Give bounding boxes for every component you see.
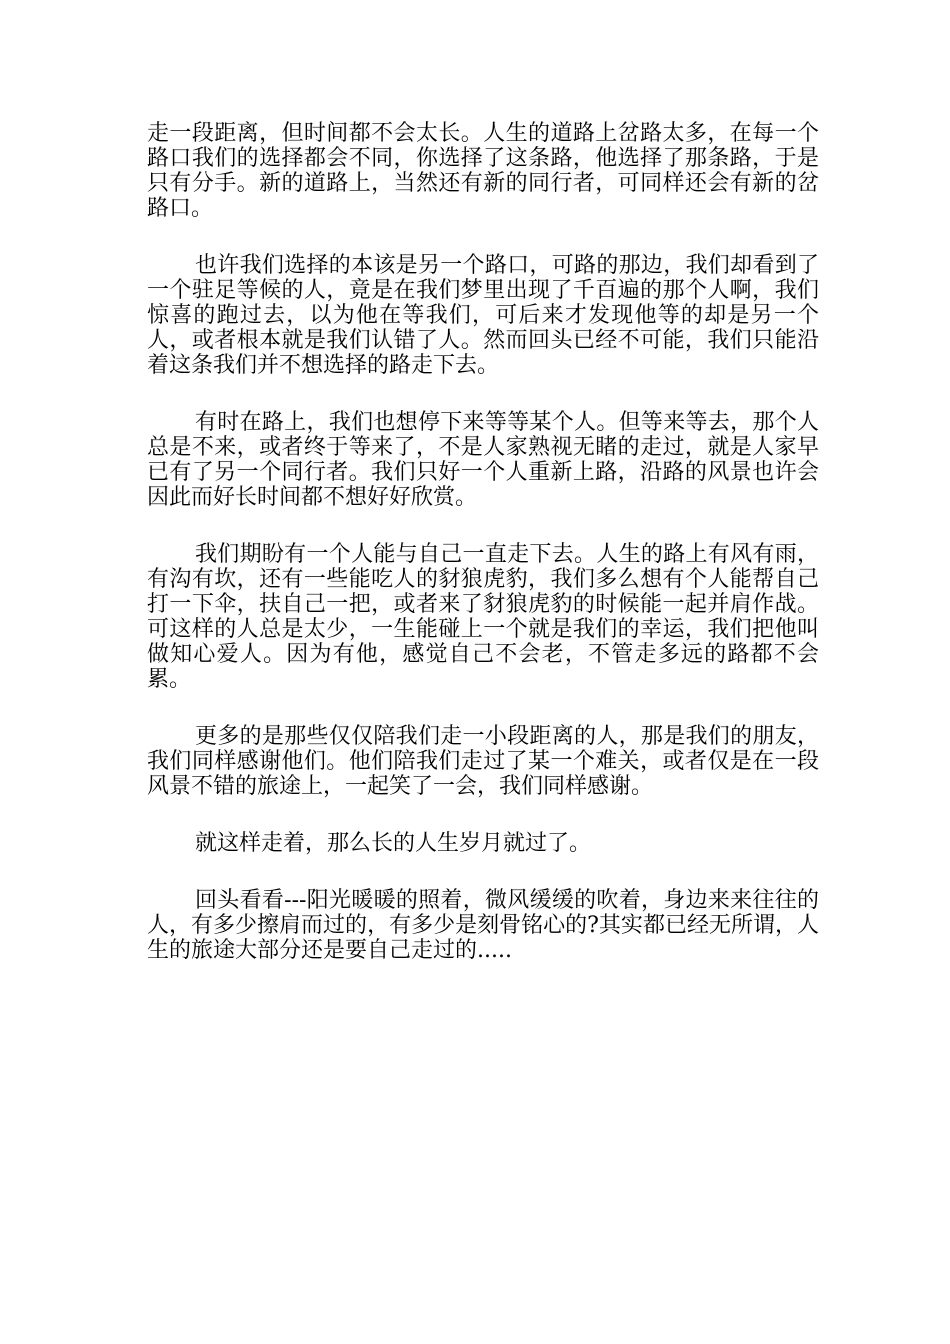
paragraph-2: 也许我们选择的本该是另一个路口，可路的那边，我们却看到了一个驻足等候的人，竟是在我们梦里出现了千百遍的那个人啊，我们惊喜的跑过去，以为他在等我们，可后来才发现他等的却是另一个人，或者根本就是我们认错了人。然而回头已经不可能，我们只能沿着这条我们并不想选择的路走下去。 [147,253,819,378]
paragraph-5: 更多的是那些仅仅陪我们走一小段距离的人，那是我们的朋友，我们同样感谢他们。他们陪我们走过了某一个难关，或者仅是在一段风景不错的旅途上，一起笑了一会，我们同样感谢。 [147,724,819,799]
paragraph-1: 走一段距离，但时间都不会太长。人生的道路上岔路太多，在每一个路口我们的选择都会不同，你选择了这条路，他选择了那条路，于是只有分手。新的道路上，当然还有新的同行者，可同样还会有新的岔路口。 [147,121,819,221]
paragraph-6: 就这样走着，那么长的人生岁月就过了。 [195,831,592,856]
document-body [147,121,819,995]
paragraph-3: 有时在路上，我们也想停下来等等某个人。但等来等去，那个人总是不来，或者终于等来了，不是人家熟视无睹的走过，就是人家早已有了另一个同行者。我们只好一个人重新上路，沿路的风景也许会因此而好长时间都不想好好欣赏。 [147,410,819,510]
paragraph-7: 回头看看---阳光暖暖的照着，微风缓缓的吹着，身边来来往往的人，有多少擦肩而过的，有多少是刻骨铭心的?其实都已经无所谓，人生的旅途大部分还是要自己走过的..... [147,888,819,963]
paragraph-4: 我们期盼有一个人能与自己一直走下去。人生的路上有风有雨，有沟有坎，还有一些能吃人的豺狼虎豹，我们多么想有个人能帮自己打一下伞，扶自己一把，或者来了豺狼虎豹的时候能一起并肩作战。可这样的人总是太少，一生能碰上一个就是我们的幸运，我们把他叫做知心爱人。因为有他，感觉自己不会老，不管走多远的路都不会累。 [147,542,819,692]
